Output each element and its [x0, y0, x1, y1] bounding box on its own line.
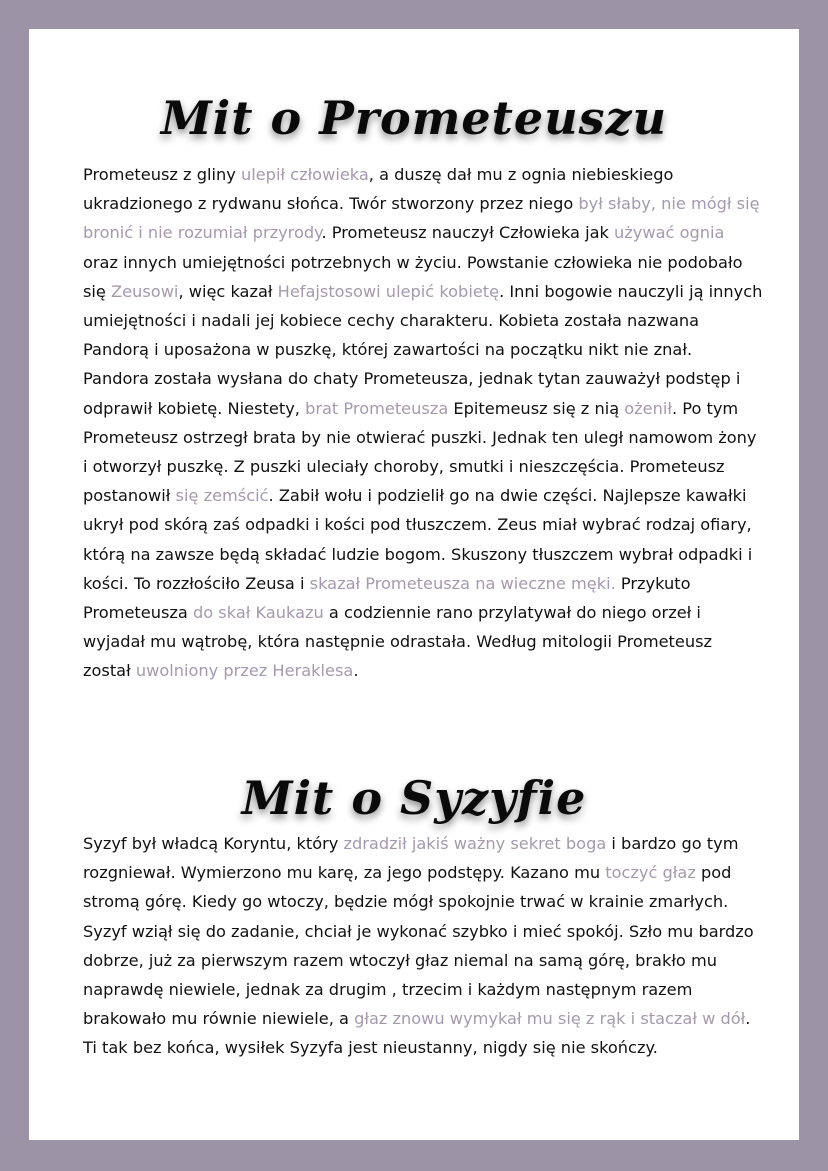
highlighted-run: do skał Kaukazu — [192, 603, 324, 623]
highlighted-run: się zemścić — [175, 486, 269, 506]
section-title-syzyf: Mit o Syzyfie — [241, 771, 587, 825]
highlighted-run: brat Prometeusza — [305, 398, 449, 418]
text-run: . Inni bogowie nauczyli ją innych umiejętności i nadali jej kobiece cechy charakteru. Kobieta została nazwana Pandorą i uposażona w puszkę, której zawartości na początku nikt nie znał. Pandora została wysłana do chaty Prometeusza, jednak tytan zauważył podstęp i odprawił kobietę. Niestety, — [83, 281, 763, 418]
highlighted-run: ulepił człowieka — [240, 165, 369, 184]
text-run: Przykuto Prometeusza — [83, 573, 691, 623]
highlighted-run: Zeusowi — [111, 281, 179, 301]
text-run: , więc kazał — [178, 281, 278, 301]
highlighted-run: uwolniony przez Heraklesa — [135, 661, 354, 681]
highlighted-run: toczyć głaz — [605, 863, 696, 883]
text-run: i bardzo go tym rozgniewał. Wymierzono mu karę, za jego podstępy. Kazano mu — [83, 834, 739, 883]
text-run: Prometeusz z gliny — [83, 165, 241, 184]
section-title-prometeusz: Mit o Prometeuszu — [160, 91, 668, 145]
text-run: Syzyf był władcą Koryntu, który — [83, 834, 344, 853]
text-run: . Zabił wołu i podzielił go na dwie części. Najlepsze kawałki ukrył pod skórą zaś odpadki i kości pod tłuszczem. Zeus miał wybrać rodzaj ofiary, którą na zawsze będą składać ludzie bogom. Skuszony tłuszczem wybrał odpadki i kości. To rozzłościło Zeusa i — [83, 486, 753, 593]
highlighted-run: używać ognia — [614, 223, 725, 243]
document-page — [29, 29, 799, 1140]
highlighted-run: był słaby, nie mógł się bronić i nie rozumiał przyrody — [83, 194, 760, 243]
text-run: . Prometeusz nauczył Człowieka jak — [321, 223, 615, 243]
highlighted-run: skazał Prometeusza na wieczne męki. — [309, 573, 616, 593]
highlighted-run: ożenił — [624, 398, 672, 418]
text-run: oraz innych umiejętności potrzebnych w życiu. Powstanie człowieka nie podobało się — [83, 252, 743, 301]
section-body-prometeusz — [83, 160, 763, 686]
highlighted-run: zdradził jakiś ważny sekret boga — [343, 834, 607, 853]
highlighted-run: głaz znowu wymykał mu się z rąk i staczał w dół — [354, 1009, 746, 1029]
text-run: a codziennie rano przylatywał do niego orzeł i wyjadał mu wątrobę, która następnie odrastała. Według mitologii Prometeusz został — [83, 603, 713, 681]
text-run: . Ti tak bez końca, wysiłek Syzyfa jest nieustanny, nigdy się nie skończy. — [83, 1009, 751, 1058]
text-run: . Po tym Prometeusz ostrzegł brata by nie otwierać puszki. Jednak ten uległ namowom żony i otworzył puszkę. Z puszki uleciały choroby, smutki i nieszczęścia. Prometeusz postanowił — [83, 398, 757, 506]
text-run: Epitemeusz się z nią — [448, 398, 625, 418]
text-run: pod stromą górę. Kiedy go wtoczy, będzie mógł spokojnie trwać w krainie zmarłych. Syzyf wziął się do zadanie, chciał je wykonać szybko i mieć spokój. Szło mu bardzo dobrze, już za pierwszym razem wtoczył głaz niemal na samą górę, brakło mu naprawdę niewiele, jednak za drugim , trzecim i każdym następnym razem brakowało mu równie niewiele, a — [83, 863, 754, 1029]
text-run: , a duszę dał mu z ognia niebieskiego ukradzionego z rydwanu słońca. Twór stworzony przez niego — [83, 165, 674, 214]
highlighted-run: Hefajstosowi ulepić kobietę — [277, 281, 500, 301]
section-body-syzyf — [83, 829, 763, 1063]
text-run: . — [353, 661, 359, 681]
